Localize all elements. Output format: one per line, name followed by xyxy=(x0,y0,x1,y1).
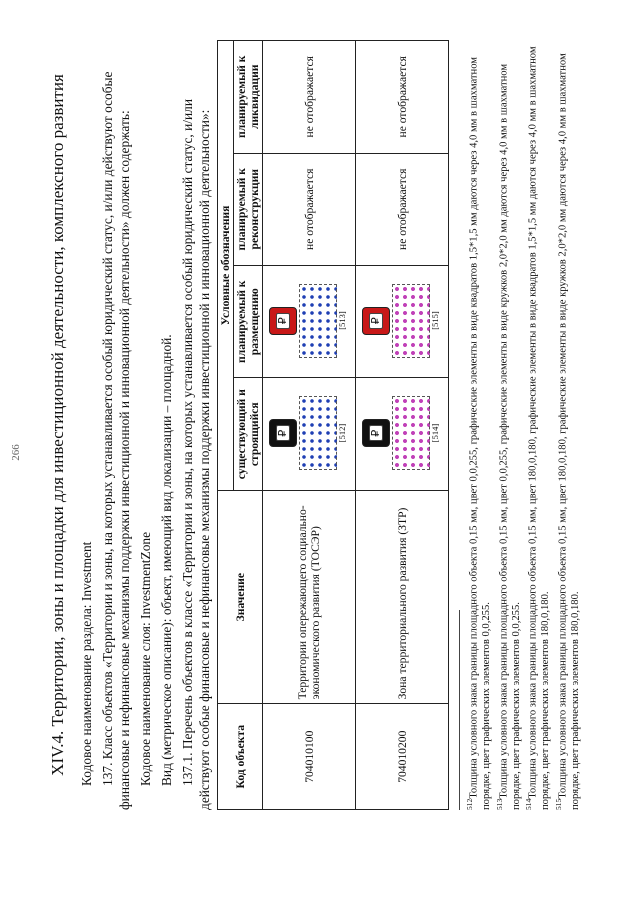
symbol-existing xyxy=(356,378,449,490)
ruble-marker-icon: ₽ xyxy=(362,307,390,335)
objects-table xyxy=(217,40,449,810)
paragraph-137-1: 137.1. Перечень объектов в классе «Территории и зоны, на которых устанавливается особый юридический статус, и/или действуют особые финансовые и нефинансовые механизмы поддержки инвестиционной и инновационной деятельности»: xyxy=(180,98,212,810)
header-code: Код объекта xyxy=(218,704,263,810)
section-code-line: Кодовое наименование раздела: Investment xyxy=(79,541,94,786)
header-existing: существующий и строящийся xyxy=(234,378,263,490)
dotted-area-swatch xyxy=(299,284,337,358)
footnote-ref: [512] xyxy=(336,423,347,443)
ruble-marker-icon: ₽ xyxy=(269,307,297,335)
page-content xyxy=(48,40,582,810)
footnote: $^{512}$Толщина условного знака границы площадного объекта 0,15 мм, цвет 0,0,255, графические элементы в виде квадратов 1,5*1,5 мм даются через 4,0 мм в шахматном порядке, цвет графических элементов 0,0,255. xyxy=(465,57,493,810)
symbol-planned xyxy=(263,266,356,378)
symbol-liquidation: не отображается xyxy=(356,41,449,154)
symbol-existing xyxy=(263,378,356,490)
geometry-line: Вид (метрическое описание): объект, имеющий вид локализации – площадной. xyxy=(159,334,174,786)
dotted-area-swatch xyxy=(392,396,430,470)
footnote-ref: [513] xyxy=(336,311,347,330)
dotted-area-swatch xyxy=(392,284,430,358)
object-code: 704010100 xyxy=(263,704,356,810)
layer-code-line: Кодовое наименование слоя: InvestmentZone xyxy=(138,531,153,786)
footnote: $^{515}$Толщина условного знака границы площадного объекта 0,15 мм, цвет 180,0,180, графические элементы в виде кружков 2,0*2,0 мм даются через 4,0 мм в шахматном порядке, цвет графических элементов 180,0,180. xyxy=(553,53,581,810)
ruble-marker-icon: ₽ xyxy=(269,419,297,447)
header-meaning: Значение xyxy=(218,490,263,703)
ruble-marker-icon: ₽ xyxy=(362,419,390,447)
page-number: 266 xyxy=(10,444,22,461)
footnote-ref: [515] xyxy=(429,311,440,330)
footnote: $^{514}$Толщина условного знака границы площадного объекта 0,15 мм, цвет 180,0,180, графические элементы в виде квадратов 1,5*1,5 мм даются через 4,0 мм в шахматном порядке, цвет графических элементов 180,0,180. xyxy=(524,46,552,810)
footnote-divider xyxy=(459,610,460,810)
footnote-ref: [514] xyxy=(429,423,440,443)
object-meaning: Зона территориального развития (ЗТР) xyxy=(356,490,449,703)
dotted-area-swatch xyxy=(299,396,337,470)
header-planned-placement: планируемый к размещению xyxy=(234,266,263,378)
footnote: $^{513}$Толщина условного знака границы площадного объекта 0,15 мм, цвет 0,0,255, графические элементы в виде кружков 2,0*2,0 мм даются через 4,0 мм в шахматном порядке, цвет графических элементов 0,0,255. xyxy=(494,63,522,810)
symbol-reconstruction: не отображается xyxy=(356,153,449,265)
header-symbols: Условные обозначения xyxy=(218,41,234,491)
object-code: 704010200 xyxy=(356,704,449,810)
header-planned-reconstruction: планируемый к реконструкции xyxy=(234,153,263,265)
table-row xyxy=(263,41,356,810)
section-heading: XIV.4. Территории, зоны и площадки для инвестиционной деятельности, комплексного развития xyxy=(48,74,67,776)
symbol-planned xyxy=(356,266,449,378)
header-planned-liquidation: планируемый к ликвидации xyxy=(234,41,263,154)
symbol-liquidation: не отображается xyxy=(263,41,356,154)
symbol-reconstruction: не отображается xyxy=(263,153,356,265)
table-row xyxy=(356,41,449,810)
object-meaning: Территории опережающего социально-экономического развития (ТОСЭР) xyxy=(263,490,356,703)
paragraph-137: 137. Класс объектов «Территории и зоны, на которых устанавливается особый юридический статус, и/или действуют особые финансовые и нефинансовые механизмы поддержки инвестиционной и инновационной деятельности» должен содержать: xyxy=(100,71,132,810)
